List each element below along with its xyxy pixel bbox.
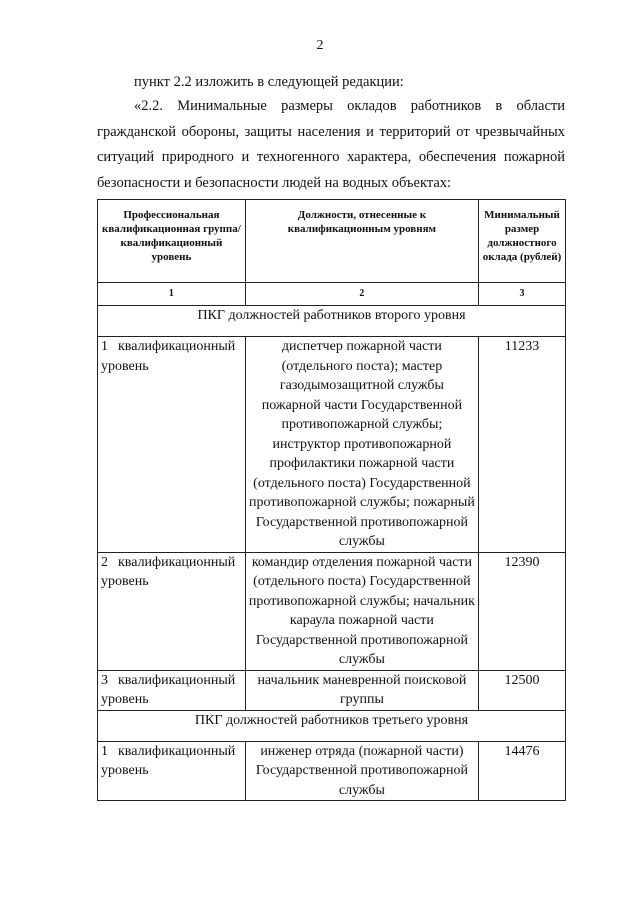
- level-number: 2: [101, 554, 108, 570]
- salary-cell: 11233: [479, 337, 566, 553]
- salary-cell: 12390: [479, 552, 566, 670]
- page-number: 2: [316, 38, 324, 53]
- section-title: ПКГ должностей работников второго уровня: [98, 306, 566, 337]
- positions-cell: инженер отряда (пожарной части) Государственной противопожарной службы: [245, 741, 478, 801]
- positions-cell: командир отделения пожарной части (отдельного поста) Государственной противопожарной службы; начальник караула пожарной части Государственной противопожарной службы: [245, 552, 478, 670]
- level-label: квалификационный уровень: [101, 554, 236, 589]
- section-header-row: [98, 710, 566, 741]
- column-number-row: [98, 283, 566, 306]
- table-header-row: [98, 200, 566, 283]
- column-number: 1: [98, 283, 246, 306]
- level-number: 1: [101, 339, 108, 354]
- section-header-row: [98, 306, 566, 337]
- column-number: 2: [245, 283, 478, 306]
- positions-cell: начальник маневренной поисковой группы: [245, 670, 478, 710]
- level-cell: [98, 741, 246, 801]
- salary-cell: 12500: [479, 670, 566, 710]
- positions-cell: диспетчер пожарной части (отдельного поста); мастер газодымозащитной службы пожарной части Государственной противопожарной службы; инструктор противопожарной профилактики пожарной части (отдельного поста) Государственной противопожарной службы; пожарный Государственной противопожарной службы: [245, 337, 478, 553]
- table-row: [98, 741, 566, 801]
- salary-cell: 14476: [479, 741, 566, 801]
- section-title: ПКГ должностей работников третьего уровня: [98, 710, 566, 741]
- table-row: [98, 670, 566, 710]
- level-label: квалификационный уровень: [101, 743, 236, 778]
- salary-table: [97, 199, 566, 801]
- header-group: Профессиональная квалификационная группа/ квалификационный уровень: [98, 200, 246, 283]
- header-salary: Минимальный размер должностного оклада (рублей): [479, 200, 566, 283]
- level-cell: [98, 337, 246, 553]
- level-cell: [98, 552, 246, 670]
- table-row: [98, 337, 566, 553]
- level-label: квалификационный уровень: [101, 339, 236, 374]
- section-paragraph: «2.2. Минимальные размеры окладов работников в области гражданской обороны, защиты населения и территорий от чрезвычайных ситуаций природного и техногенного характера, обеспечения пожарной безопасности и безопасности людей на водных объектах:: [97, 98, 565, 191]
- level-number: 1: [101, 743, 108, 759]
- header-positions: Должности, отнесенные к квалификационным уровням: [245, 200, 478, 283]
- level-label: квалификационный уровень: [101, 672, 236, 707]
- level-number: 3: [101, 672, 108, 688]
- intro-line: пункт 2.2 изложить в следующей редакции:: [134, 74, 404, 90]
- table-row: [98, 552, 566, 670]
- level-cell: [98, 670, 246, 710]
- column-number: 3: [479, 283, 566, 306]
